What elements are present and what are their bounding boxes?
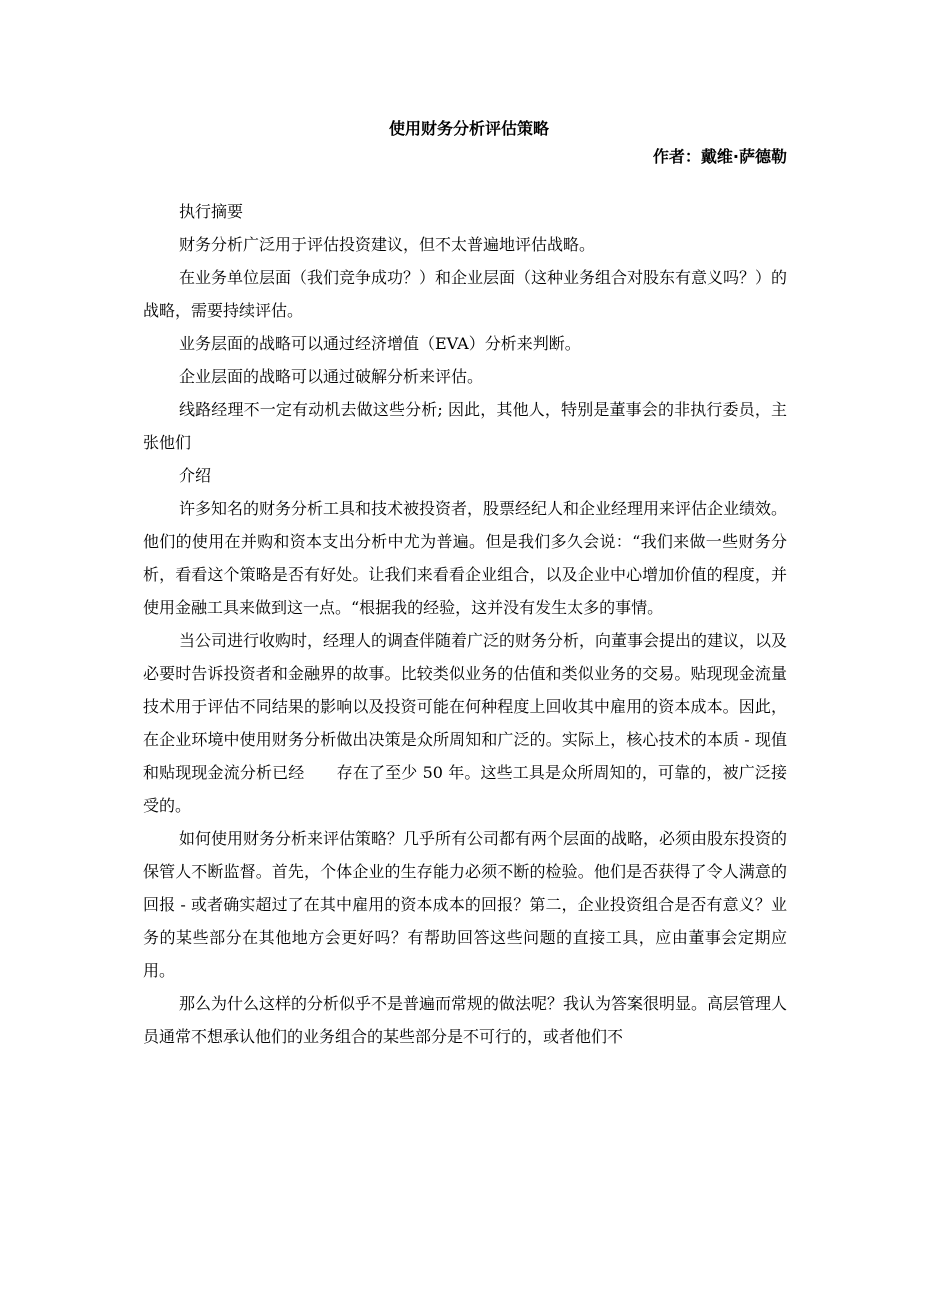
paragraph: 在业务单位层面（我们竞争成功？）和企业层面（这种业务组合对股东有意义吗？）的战略，需要持续评估。 bbox=[143, 268, 788, 320]
author-line: 作者：戴维·萨德勒 bbox=[652, 147, 787, 166]
document-title: 使用财务分析评估策略 bbox=[389, 119, 550, 138]
paragraph: 那么为什么这样的分析似乎不是普遍而常规的做法呢？我认为答案很明显。高层管理人员通常不想承认他们的业务组合的某些部分是不可行的，或者他们不 bbox=[143, 994, 788, 1046]
paragraph: 业务层面的战略可以通过经济增值（EVA）分析来判断。 bbox=[179, 334, 581, 353]
paragraph: 线路经理不一定有动机去做这些分析; 因此，其他人，特别是董事会的非执行委员，主张他们 bbox=[143, 400, 787, 452]
paragraph: 如何使用财务分析来评估策略？几乎所有公司都有两个层面的战略，必须由股东投资的保管人不断监督。首先，个体企业的生存能力必须不断的检验。他们是否获得了令人满意的回报 - 或者确实超过了在其中雇用的资本成本的回报？第二，企业投资组合是否有意义？业务的某些部分在其他地方会更好吗？有帮助回答这些问题的直接工具，应由董事会定期应用。 bbox=[143, 829, 788, 980]
paragraph: 当公司进行收购时，经理人的调查伴随着广泛的财务分析，向董事会提出的建议，以及必要时告诉投资者和金融界的故事。比较类似业务的估值和类似业务的交易。贴现现金流量技术用于评估不同结果的影响以及投资可能在何种程度上回收其中雇用的资本成本。因此，在企业环境中使用财务分析做出决策是众所周知和广泛的。实际上，核心技术的本质 - 现值和贴现现金流分析已经 存在了至少 50 年。这些工具是众所周知的，可靠的，被广泛接受的。 bbox=[143, 631, 788, 815]
paragraph: 财务分析广泛用于评估投资建议，但不太普遍地评估战略。 bbox=[179, 235, 596, 254]
section-heading-intro: 介绍 bbox=[179, 466, 212, 485]
section-heading-summary: 执行摘要 bbox=[179, 202, 244, 221]
paragraph: 许多知名的财务分析工具和技术被投资者，股票经纪人和企业经理用来评估企业绩效。他们的使用在并购和资本支出分析中尤为普遍。但是我们多久会说：“我们来做一些财务分析，看看这个策略是否有好处。让我们来看看企业组合，以及企业中心增加价值的程度，并使用金融工具来做到这一点。“根据我的经验，这并没有发生太多的事情。 bbox=[143, 499, 788, 617]
paragraph: 企业层面的战略可以通过破解分析来评估。 bbox=[179, 367, 484, 386]
document-body bbox=[143, 195, 787, 1053]
